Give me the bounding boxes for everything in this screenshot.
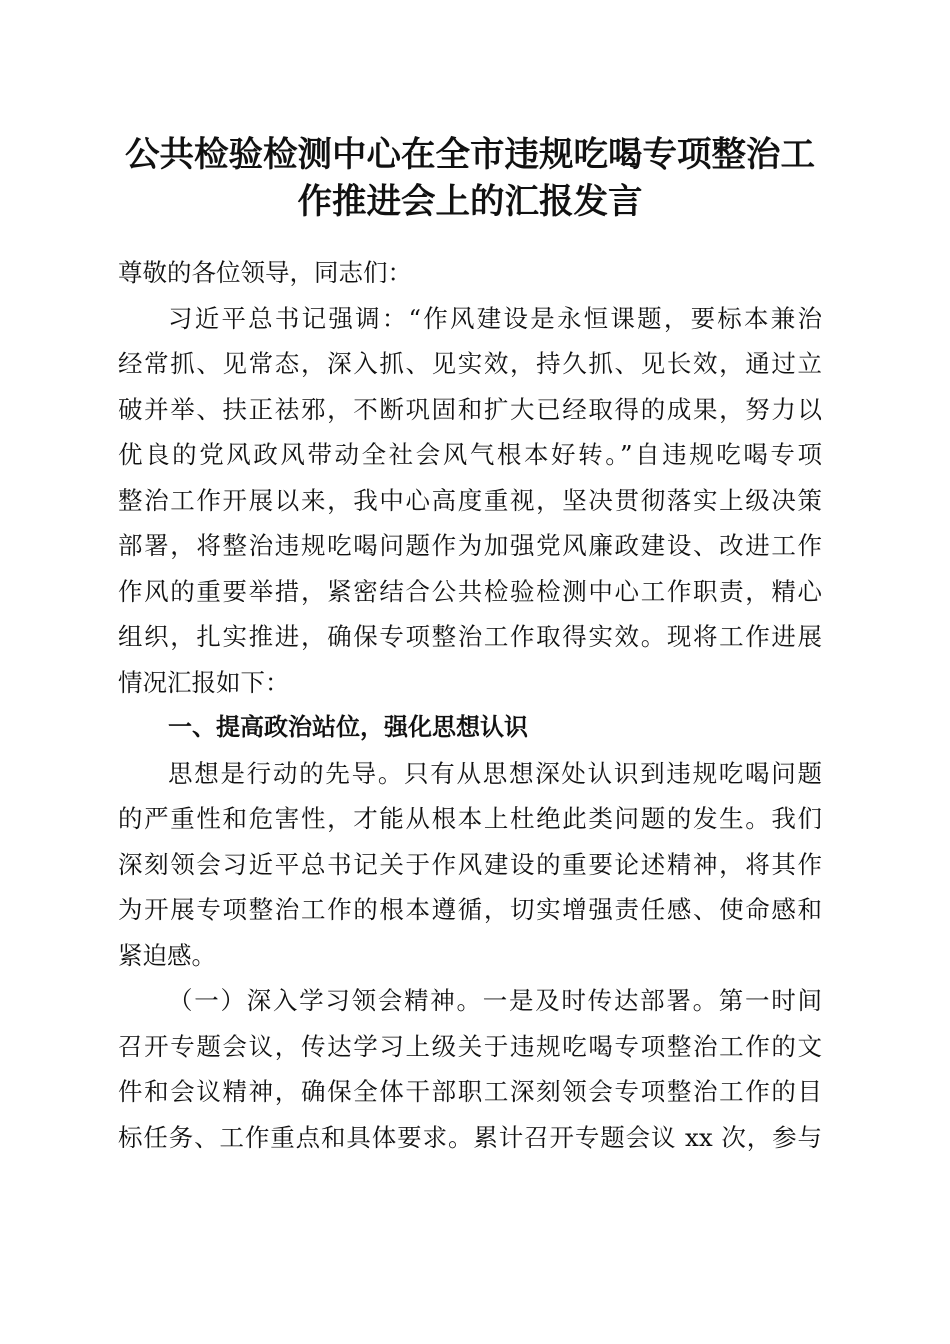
paragraph-line: 标任务、工作重点和具体要求。累计召开专题会议 xx 次，参与 xyxy=(118,1122,822,1152)
paragraph-line: 组织，扎实推进，确保专项整治工作取得实效。现将工作进展 xyxy=(118,622,822,651)
paragraph-line: 整治工作开展以来，我中心高度重视，坚决贯彻落实上级决策 xyxy=(118,485,822,515)
title-line: 公共检验检测中心在全市违规吃喝专项整治工 xyxy=(125,135,815,175)
paragraph-line: 为开展专项整治工作的根本遵循，切实增强责任感、使命感和 xyxy=(118,895,822,924)
paragraph-line: 作风的重要举措，紧密结合公共检验检测中心工作职责，精心 xyxy=(118,576,822,606)
salutation: 尊敬的各位领导，同志们： xyxy=(118,258,412,287)
document-body xyxy=(118,250,822,1160)
title-line: 作推进会上的汇报发言 xyxy=(297,182,643,222)
paragraph-line: 思想是行动的先导。只有从思想深处认识到违规吃喝问题 xyxy=(168,758,822,788)
paragraph-line: 紧迫感。 xyxy=(118,940,216,970)
paragraph-line: 深刻领会习近平总书记关于作风建设的重要论述精神，将其作 xyxy=(118,849,822,879)
paragraph-line: 件和会议精神，确保全体干部职工深刻领会专项整治工作的目 xyxy=(118,1077,822,1106)
paragraph-line: （一）深入学习领会精神。一是及时传达部署。第一时间 xyxy=(168,986,822,1015)
paragraph-line: 习近平总书记强调：“作风建设是永恒课题，要标本兼治 xyxy=(168,303,822,333)
section-heading: 一、提高政治站位，强化思想认识 xyxy=(168,713,528,741)
paragraph-line: 部署，将整治违规吃喝问题作为加强党风廉政建设、改进工作 xyxy=(118,531,822,560)
document-title xyxy=(112,132,828,226)
paragraph-line: 召开专题会议，传达学习上级关于违规吃喝专项整治工作的文 xyxy=(118,1031,822,1061)
paragraph-line: 经常抓、见常态，深入抓、见实效，持久抓、见长效，通过立 xyxy=(118,349,822,378)
paragraph-line: 优良的党风政风带动全社会风气根本好转。”自违规吃喝专项 xyxy=(118,440,822,469)
paragraph-line: 破并举、扶正祛邪，不断巩固和扩大已经取得的成果，努力以 xyxy=(118,394,822,424)
paragraph-line: 情况汇报如下： xyxy=(118,667,290,697)
paragraph-line: 的严重性和危害性，才能从根本上杜绝此类问题的发生。我们 xyxy=(118,804,822,833)
